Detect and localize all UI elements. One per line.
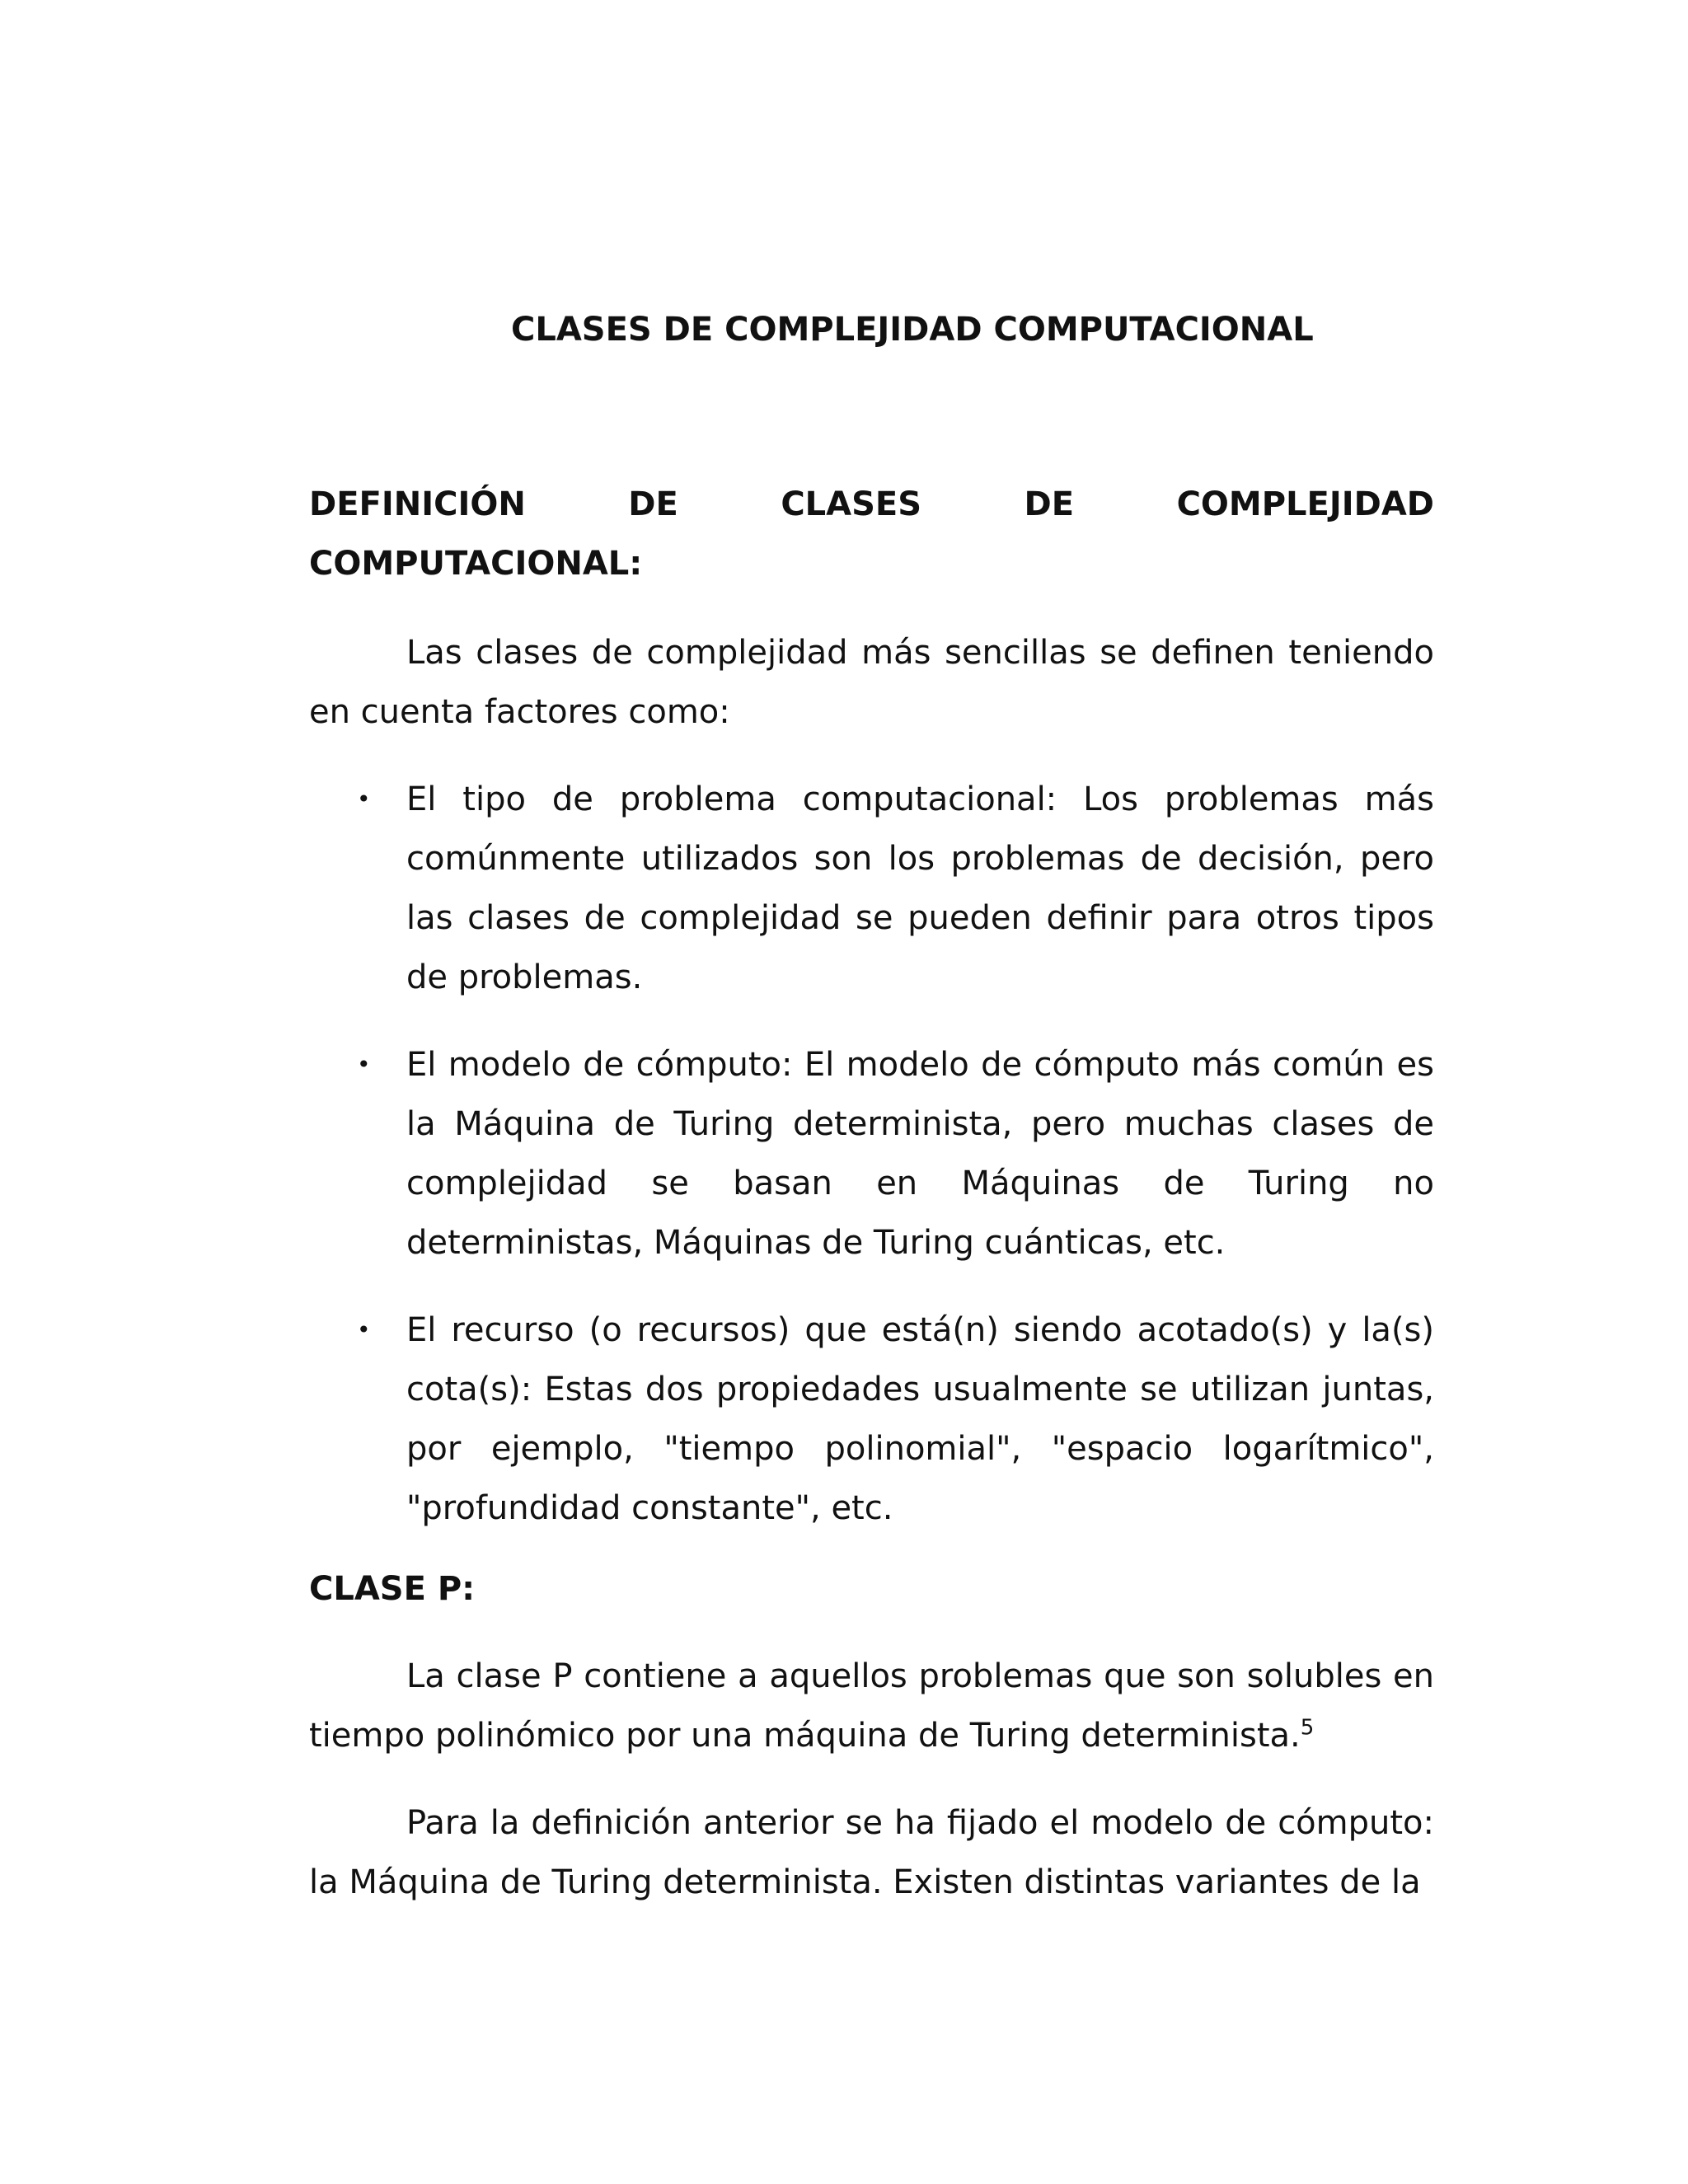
- list-item-text: El recurso (o recursos) que está(n) siendo acotado(s) y la(s) cota(s): Estas dos propiedades usualmente se utilizan juntas, por ejemplo, "tiempo polinomial", "espacio logarítmico", "profundidad constante", etc.: [406, 1311, 1434, 1527]
- bullets-block: [309, 770, 1434, 1538]
- intro-paragraph: Las clases de complejidad más sencillas se definen teniendo en cuenta factores como:: [309, 634, 1434, 731]
- bullet-icon: •: [357, 1051, 371, 1078]
- clase-p-paragraph-1: [309, 1647, 1434, 1765]
- heading-word: DE: [1024, 485, 1075, 523]
- section-heading-clase-p: CLASE P:: [309, 1570, 476, 1608]
- bullet-icon: •: [357, 1316, 371, 1343]
- heading-word: DE: [628, 485, 678, 523]
- list-item: [309, 770, 1434, 1007]
- section-clase-p: [309, 1559, 1434, 1619]
- section-heading-definicion-line2: COMPUTACIONAL:: [309, 545, 643, 583]
- clase-p-para1-block: [309, 1647, 1434, 1765]
- list-item-text: El tipo de problema computacional: Los problemas más comúnmente utilizados son los problemas de decisión, pero las clases de complejidad se pueden definir para otros tipos de problemas.: [406, 780, 1434, 996]
- list-item: [309, 1301, 1434, 1538]
- heading-word: COMPLEJIDAD: [1176, 485, 1434, 523]
- clase-p-para2-block: [309, 1793, 1434, 1912]
- heading-word: DEFINICIÓN: [309, 485, 526, 523]
- heading-word: CLASES: [781, 485, 922, 523]
- paragraph-text: La clase P contiene a aquellos problemas que son solubles en tiempo polinómico por una máquina de Turing determinista.: [309, 1657, 1434, 1755]
- factors-list: [309, 770, 1434, 1538]
- clase-p-paragraph-2: Para la definición anterior se ha fijado el modelo de cómputo: la Máquina de Turing determinista. Existen distintas variantes de la: [309, 1804, 1434, 1901]
- page-title: CLASES DE COMPLEJIDAD COMPUTACIONAL: [511, 311, 1314, 349]
- list-item: [309, 1035, 1434, 1272]
- intro-block: [309, 623, 1434, 742]
- section-heading-definicion-line1: [309, 475, 1434, 534]
- footnote-marker: 5: [1300, 1715, 1315, 1741]
- list-item-text: El modelo de cómputo: El modelo de cómputo más común es la Máquina de Turing determinista, pero muchas clases de complejidad se basan en Máquinas de Turing no deterministas, Máquinas de Turing cuánticas, etc.: [406, 1046, 1434, 1262]
- bullet-icon: •: [357, 785, 371, 813]
- section-definicion: [309, 475, 1434, 593]
